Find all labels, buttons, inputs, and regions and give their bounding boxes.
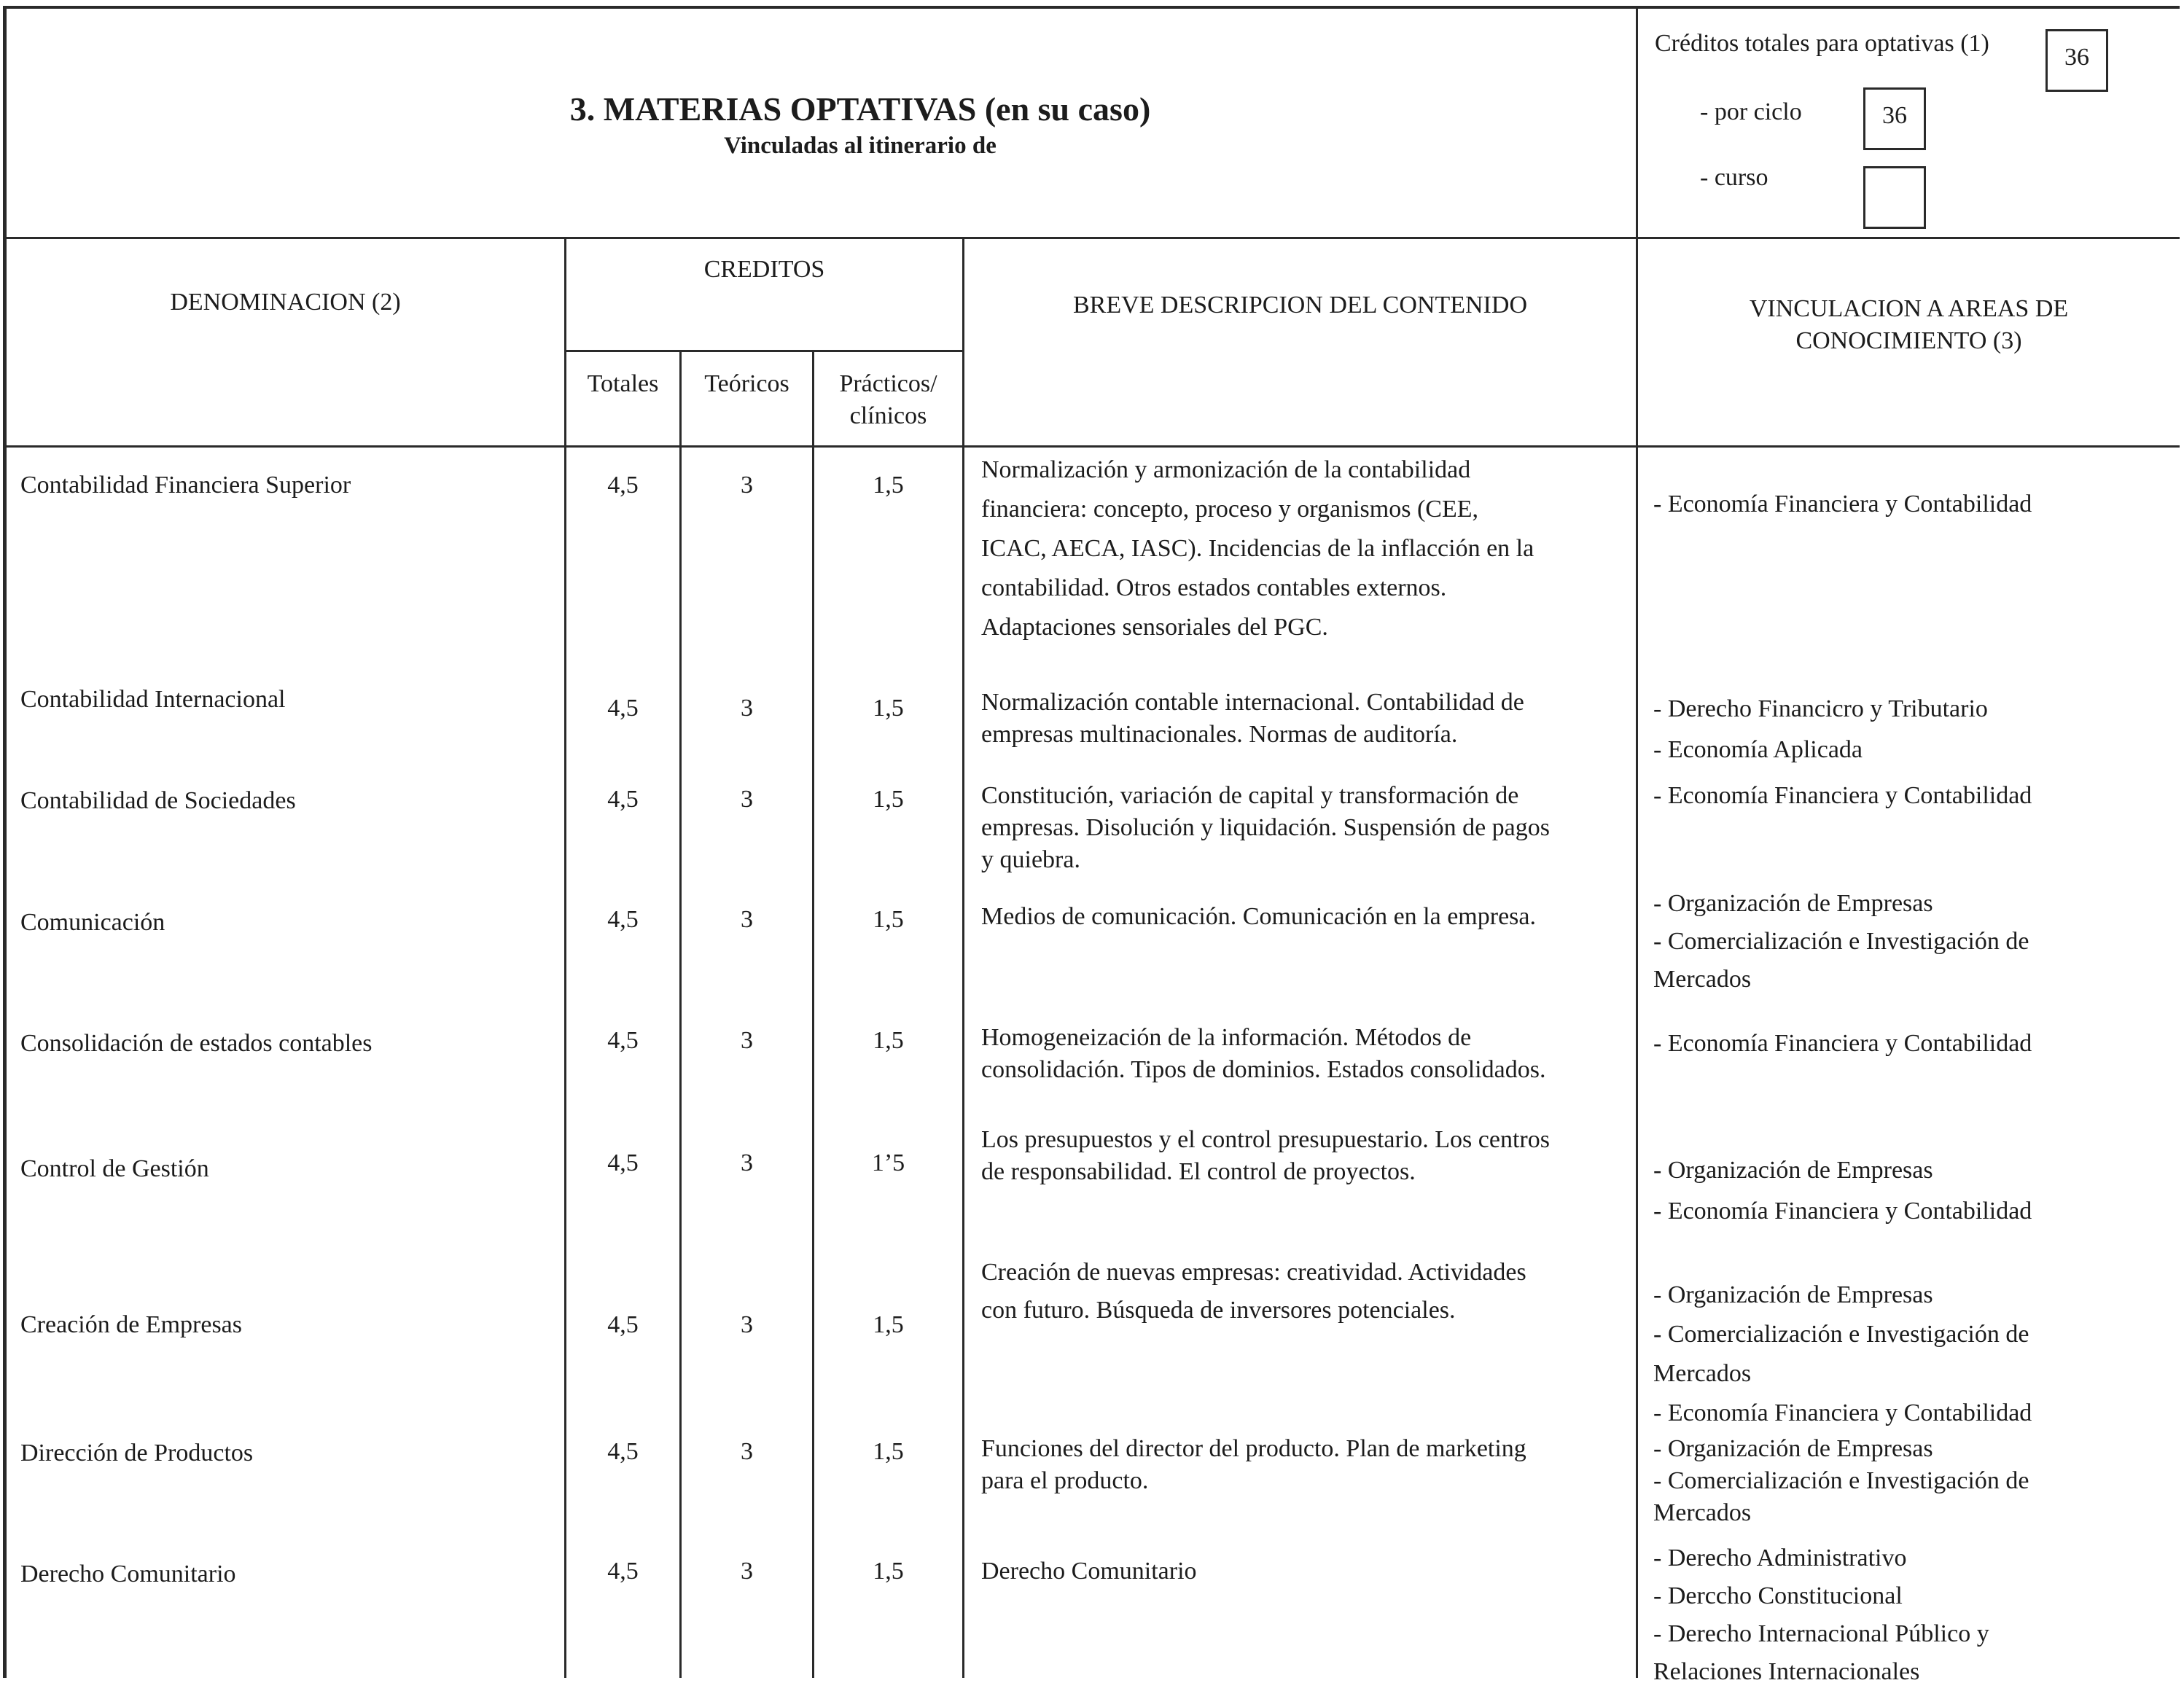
knowledge-area-line: - Economía Aplicada — [1653, 736, 1863, 763]
credits-theory: 3 — [741, 1558, 753, 1585]
subject-name: Contabilidad de Sociedades — [20, 787, 296, 814]
knowledge-area-line: - Derecho Internacional Público y — [1653, 1620, 1989, 1647]
credits-subheader-line — [564, 350, 964, 352]
credits-practice: 1,5 — [873, 472, 904, 499]
description-line: Homogeneización de la información. Métodos de — [981, 1024, 1472, 1051]
credits-total-label: Créditos totales para optativas (1) — [1655, 30, 1989, 57]
credits-practice: 1,5 — [873, 1311, 904, 1338]
credits-practice: 1,5 — [873, 1558, 904, 1585]
subject-name: Contabilidad Financiera Superior — [20, 472, 351, 499]
page-subtitle: Vinculadas al itinerario de — [724, 133, 997, 159]
knowledge-area-line: - Derecho Administrativo — [1653, 1544, 1907, 1571]
description-line: con futuro. Búsqueda de inversores potenciales. — [981, 1297, 1456, 1324]
knowledge-area-line: - Derecho Financicro y Tributario — [1653, 695, 1988, 722]
credits-theory: 3 — [741, 1149, 753, 1176]
knowledge-area-line: - Comercialización e Investigación de — [1653, 1321, 2029, 1348]
description-line: Creación de nuevas empresas: creatividad. Actividades — [981, 1259, 1526, 1286]
description-line: contabilidad. Otros estados contables externos. — [981, 574, 1447, 601]
col-header-practice-1: Prácticos/ — [839, 370, 937, 397]
credits-theory: 3 — [741, 1027, 753, 1054]
col-header-practice-2: clínicos — [849, 402, 927, 429]
header-divider-line — [3, 237, 2180, 239]
col-line-b — [679, 351, 682, 1678]
description-line: financiera: concepto, proceso y organismos (CEE, — [981, 496, 1478, 523]
knowledge-area-line: Mercados — [1653, 966, 1752, 993]
description-line: y quiebra. — [981, 846, 1080, 873]
description-line: Derecho Comunitario — [981, 1558, 1197, 1585]
credits-total: 4,5 — [607, 1027, 639, 1054]
description-line: Adaptaciones sensoriales del PGC. — [981, 614, 1328, 641]
subject-name: Comunicación — [20, 909, 165, 936]
description-line: Funciones del director del producto. Plan de marketing — [981, 1435, 1526, 1462]
knowledge-area-line: - Economía Financiera y Contabilidad — [1653, 491, 2032, 518]
col-header-total: Totales — [587, 370, 659, 397]
column-header-divider-line — [3, 445, 2180, 448]
credits-practice: 1,5 — [873, 695, 904, 722]
col-line-c — [812, 351, 814, 1678]
credits-total: 4,5 — [607, 906, 639, 933]
knowledge-area-line: - Derccho Constitucional — [1653, 1582, 1903, 1609]
credits-practice: 1,5 — [873, 1438, 904, 1465]
credits-theory: 3 — [741, 906, 753, 933]
description-line: empresas multinacionales. Normas de auditoría. — [981, 721, 1458, 748]
credits-practice: 1’5 — [871, 1149, 905, 1176]
credits-theory: 3 — [741, 695, 753, 722]
per-cycle-box: 36 — [1863, 87, 1926, 150]
knowledge-area-line: Mercados — [1653, 1360, 1752, 1387]
credits-practice: 1,5 — [873, 906, 904, 933]
subject-name: Control de Gestión — [20, 1155, 209, 1182]
subject-name: Consolidación de estados contables — [20, 1030, 373, 1057]
credits-practice: 1,5 — [873, 786, 904, 813]
credits-theory: 3 — [741, 1438, 753, 1465]
description-line: Normalización y armonización de la contabilidad — [981, 456, 1471, 483]
description-line: de responsabilidad. El control de proyectos. — [981, 1158, 1416, 1185]
per-cycle-label: - por ciclo — [1700, 98, 1802, 125]
credits-theory: 3 — [741, 472, 753, 499]
credits-practice: 1,5 — [873, 1027, 904, 1054]
col-header-credits: CREDITOS — [703, 256, 825, 283]
subject-name: Derecho Comunitario — [20, 1561, 236, 1587]
description-line: Medios de comunicación. Comunicación en la empresa. — [981, 903, 1536, 930]
credits-total: 4,5 — [607, 1311, 639, 1338]
description-line: ICAC, AECA, IASC). Incidencias de la inflacción en la — [981, 535, 1534, 562]
course-box — [1863, 166, 1926, 229]
credits-theory: 3 — [741, 1311, 753, 1338]
credits-total: 4,5 — [607, 472, 639, 499]
subject-name: Contabilidad Internacional — [20, 686, 286, 713]
knowledge-area-line: - Economía Financiera y Contabilidad — [1653, 1030, 2032, 1057]
subject-name: Dirección de Productos — [20, 1440, 254, 1467]
credits-total: 4,5 — [607, 1438, 639, 1465]
knowledge-area-line: - Economía Financiera y Contabilidad — [1653, 782, 2032, 809]
col-line-e — [1636, 6, 1638, 1678]
knowledge-area-line: - Economía Financiera y Contabilidad — [1653, 1198, 2032, 1225]
knowledge-area-line: - Comercialización e Investigación de — [1653, 1467, 2029, 1494]
knowledge-area-line: Mercados — [1653, 1499, 1752, 1526]
knowledge-area-line: Relaciones Internacionales — [1653, 1658, 1920, 1685]
col-header-description: BREVE DESCRIPCION DEL CONTENIDO — [1072, 292, 1527, 319]
col-header-areas-2: CONOCIMIENTO (3) — [1795, 327, 2022, 354]
description-line: empresas. Disolución y liquidación. Suspensión de pagos — [981, 814, 1551, 841]
course-label: - curso — [1700, 164, 1768, 191]
col-header-areas-1: VINCULACION A AREAS DE — [1749, 295, 2069, 322]
knowledge-area-line: - Organización de Empresas — [1653, 1435, 1933, 1462]
credits-total: 4,5 — [607, 786, 639, 813]
credits-total: 4,5 — [607, 1558, 639, 1585]
col-header-name: DENOMINACION (2) — [170, 289, 401, 316]
description-line: consolidación. Tipos de dominios. Estados consolidados. — [981, 1056, 1546, 1083]
credits-theory: 3 — [741, 786, 753, 813]
description-line: Normalización contable internacional. Contabilidad de — [981, 689, 1524, 716]
knowledge-area-line: - Organización de Empresas — [1653, 1157, 1933, 1184]
description-line: Los presupuestos y el control presupuestario. Los centros — [981, 1126, 1550, 1153]
knowledge-area-line: - Comercialización e Investigación de — [1653, 928, 2029, 955]
knowledge-area-line: - Economía Financiera y Contabilidad — [1653, 1399, 2032, 1426]
credits-total: 4,5 — [607, 695, 639, 722]
frame-top-line — [3, 6, 2180, 9]
col-line-d — [962, 238, 964, 1678]
knowledge-area-line: - Organización de Empresas — [1653, 1281, 1933, 1308]
knowledge-area-line: - Organización de Empresas — [1653, 890, 1933, 917]
credits-total: 4,5 — [607, 1149, 639, 1176]
credits-total-box: 36 — [2045, 29, 2108, 92]
description-line: Constitución, variación de capital y transformación de — [981, 782, 1519, 809]
page-title: 3. MATERIAS OPTATIVAS (en su caso) — [569, 90, 1151, 128]
subject-name: Creación de Empresas — [20, 1311, 242, 1338]
col-header-theory: Teóricos — [704, 370, 789, 397]
frame-left-line — [3, 6, 7, 1678]
description-line: para el producto. — [981, 1467, 1149, 1494]
